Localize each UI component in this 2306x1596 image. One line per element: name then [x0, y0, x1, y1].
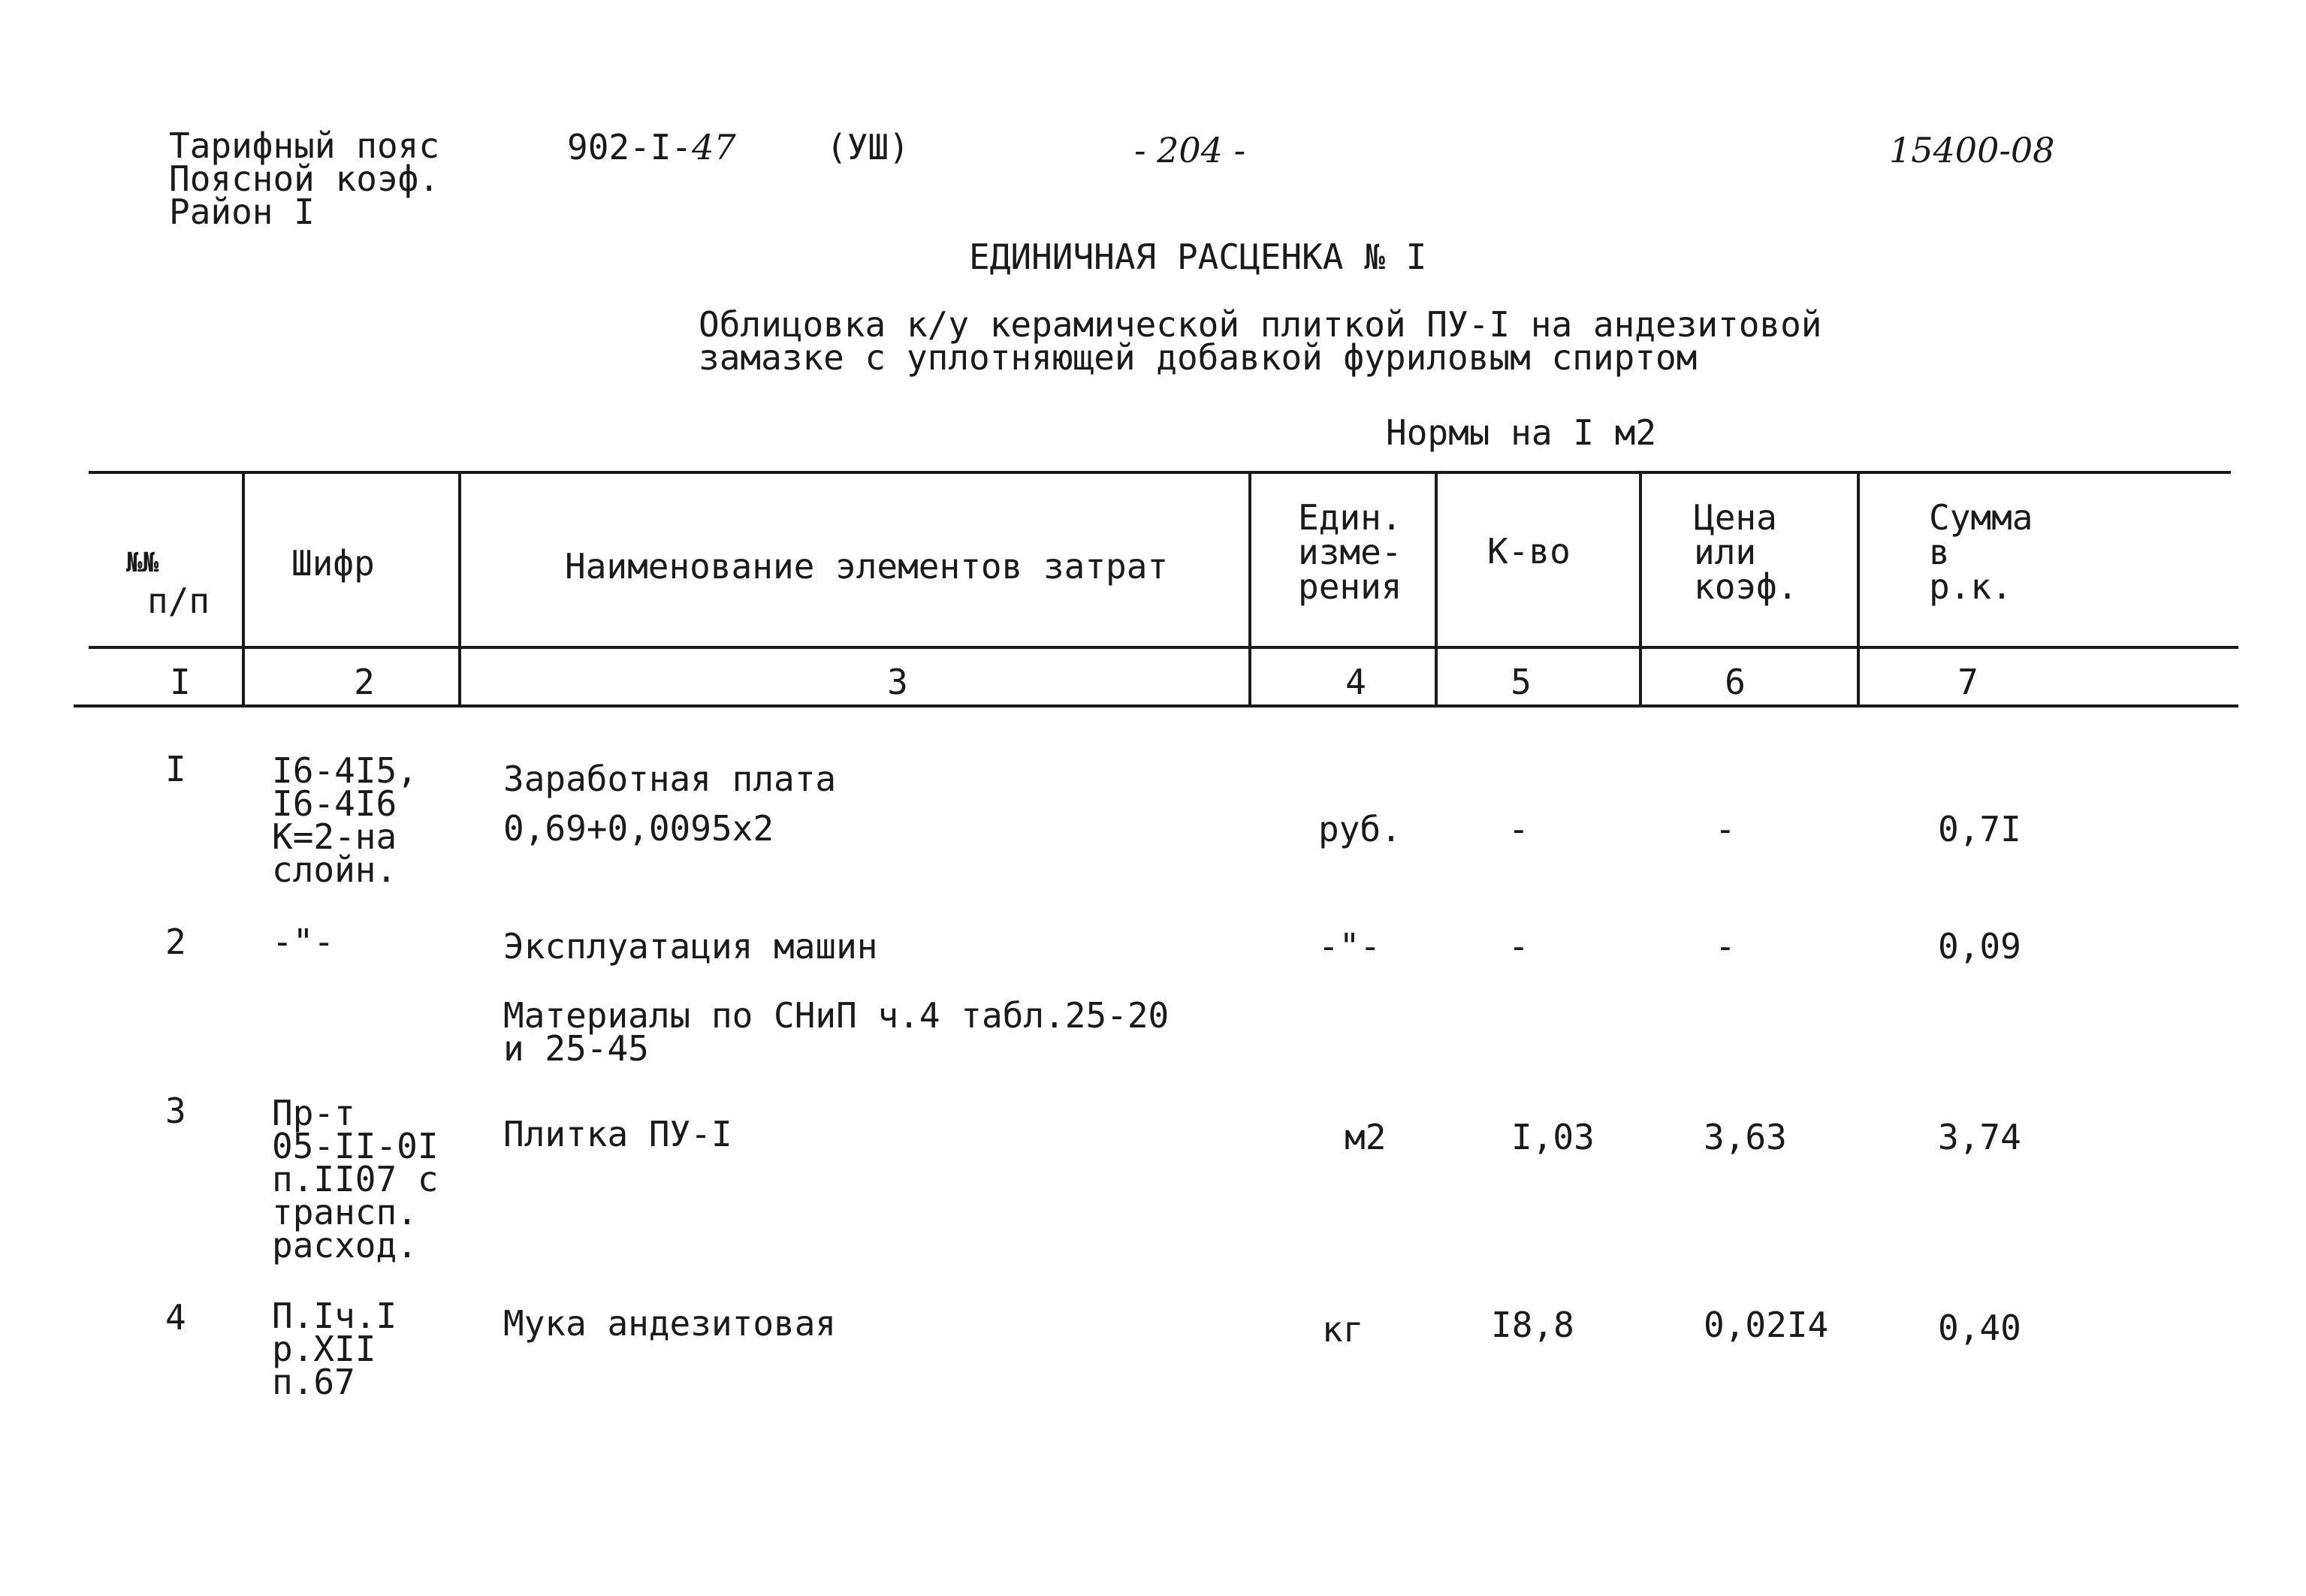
row-qty: - — [1508, 809, 1529, 849]
district-label: Район I — [169, 192, 315, 232]
doc-number: 15400-08 — [1889, 130, 2055, 170]
col-divider — [1857, 471, 1860, 707]
row-price: 3,63 — [1704, 1117, 1787, 1157]
table-top-rule — [89, 471, 2231, 474]
row-code: -"- — [272, 922, 335, 962]
col-number: I — [170, 662, 191, 702]
col-divider — [242, 471, 245, 707]
header-unit: Един. изме- рения — [1298, 497, 1402, 607]
row-unit: -"- — [1318, 926, 1381, 967]
tariff-zone-label: Тарифный пояс — [169, 125, 440, 166]
row-name: Эксплуатация машин — [503, 926, 878, 967]
page-number: - 204 - — [1134, 130, 1246, 170]
table-header-rule — [89, 646, 2238, 649]
col-divider — [1248, 471, 1251, 707]
col-divider — [1639, 471, 1642, 707]
header-code: Шифр — [291, 543, 375, 584]
col-number: 7 — [1957, 662, 1979, 702]
col-divider — [458, 471, 461, 707]
header-num: №№ п/п — [126, 548, 210, 621]
row-unit: м2 — [1345, 1117, 1387, 1157]
row-unit: кг — [1322, 1309, 1364, 1350]
col-number: 2 — [354, 662, 375, 702]
page-title: ЕДИНИЧНАЯ РАСЦЕНКА № I — [969, 237, 1427, 277]
row-price: - — [1715, 926, 1736, 967]
row-sum: 3,74 — [1938, 1117, 2021, 1157]
row-num: 2 — [165, 922, 186, 962]
row-qty: - — [1508, 926, 1529, 967]
row-price: 0,02I4 — [1704, 1305, 1829, 1345]
col-number: 5 — [1511, 662, 1532, 702]
row-code: П.Iч.I р.XII п.67 — [272, 1296, 397, 1402]
col-number: 4 — [1345, 662, 1366, 702]
header-sum: Сумма в р.к. — [1929, 497, 2033, 607]
volume-label: (УШ) — [826, 127, 910, 167]
norms-label: Нормы на I м2 — [1386, 412, 1657, 453]
row-unit: руб. — [1318, 809, 1402, 849]
col-number: 6 — [1725, 662, 1746, 702]
row-name: Мука андезитовая — [503, 1303, 837, 1344]
row-num: 4 — [165, 1297, 186, 1338]
col-number: 3 — [887, 662, 908, 702]
row-sum: 0,7I — [1938, 809, 2021, 849]
row-code: Пр-т 05-II-0I п.II07 с трансп. расход. — [272, 1093, 439, 1266]
header-left — [169, 125, 440, 232]
row-name: Заработная плата 0,69+0,0095х2 — [503, 759, 837, 849]
row-sum: 0,40 — [1938, 1308, 2021, 1348]
row-code: I6-4I5, I6-4I6 К=2-на слойн. — [272, 750, 418, 890]
header-qty: К-во — [1487, 531, 1571, 572]
header-name: Наименование элементов затрат — [565, 546, 1169, 587]
row-num: 3 — [165, 1091, 186, 1131]
row-qty: I8,8 — [1491, 1305, 1574, 1345]
zone-coef-label: Поясной коэф. — [169, 158, 440, 199]
row-name: Плитка ПУ-I — [503, 1114, 732, 1154]
project-code: 902-I-47 — [567, 127, 736, 167]
row-sum: 0,09 — [1938, 926, 2021, 967]
row-num: I — [165, 749, 186, 789]
materials-section: Материалы по СНиП ч.4 табл.25-20 и 25-45 — [503, 995, 1170, 1069]
row-price: - — [1715, 809, 1736, 849]
col-divider — [1435, 471, 1438, 707]
subtitle: Облицовка к/у керамической плиткой ПУ-I на андезитовой замазке с уплотняющей добавкой фуриловым спиртом — [699, 304, 1822, 378]
header-price: Цена или коэф. — [1694, 497, 1798, 607]
row-qty: I,03 — [1511, 1117, 1595, 1157]
table-colnum-rule — [74, 704, 2238, 707]
